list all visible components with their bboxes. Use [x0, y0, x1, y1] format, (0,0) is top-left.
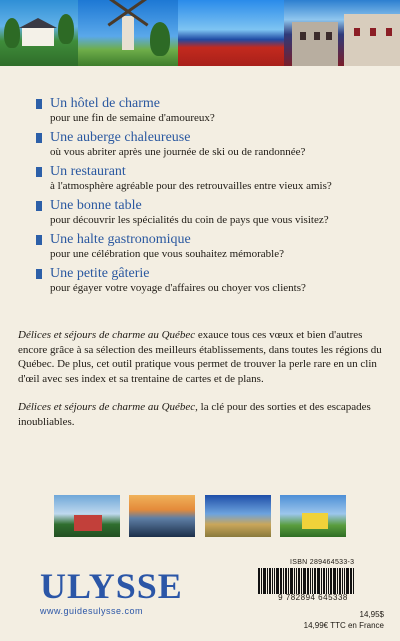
barcode-image: [258, 568, 368, 594]
description-paragraph: [18, 328, 384, 386]
photo-sunset-lake: [129, 495, 195, 537]
photo-windmill: [78, 0, 178, 66]
window: [326, 32, 332, 40]
website-link[interactable]: www.guidesulysse.com: [40, 606, 144, 616]
feature-description: à l'atmosphère agréable pour des retrouvailles entre vieux amis?: [50, 180, 332, 192]
house-image: [22, 28, 54, 46]
tree-image: [4, 18, 20, 48]
top-photo-strip: [0, 0, 400, 66]
feature-item: [36, 266, 386, 295]
window: [314, 32, 320, 40]
price-eur: 14,99€ TTC en France: [303, 621, 384, 630]
feature-title: Une bonne table: [50, 198, 142, 213]
feature-item: [36, 232, 386, 261]
photo-country-house: [0, 0, 78, 66]
bullet-icon: [36, 99, 42, 109]
house-image: [74, 515, 102, 531]
photo-yellow-house: [280, 495, 346, 537]
closing-paragraph: [18, 400, 384, 429]
bullet-icon: [36, 235, 42, 245]
book-title: Délices et séjours de charme au Québec: [18, 401, 196, 413]
photo-farmhouse: [54, 495, 120, 537]
tree-image: [150, 22, 170, 56]
building-image: [292, 22, 338, 66]
feature-description: pour découvrir les spécialités du coin de pays que vous visitez?: [50, 214, 329, 226]
window: [354, 28, 360, 36]
tree-image: [58, 14, 74, 44]
window: [300, 32, 306, 40]
feature-description: où vous abriter après une journée de ski ou de randonnée?: [50, 146, 306, 158]
ulysse-logo: ULYSSE: [40, 566, 183, 606]
photo-quebec-street: [284, 0, 400, 66]
barcode-digits: 9 782894 645338: [278, 593, 348, 602]
feature-description: pour égayer votre voyage d'affaires ou choyer vos clients?: [50, 282, 306, 294]
building-image: [344, 14, 400, 66]
photo-coastline: [178, 0, 284, 66]
windmill-image: [122, 16, 134, 50]
bullet-icon: [36, 201, 42, 211]
paragraph-text: , la clé pour des sorties et des escapades inoubliables.: [18, 401, 371, 428]
feature-item: [36, 130, 386, 159]
bullet-icon: [36, 269, 42, 279]
feature-title: Une halte gastronomique: [50, 232, 191, 247]
feature-description: pour une célébration que vous souhaitez mémorable?: [50, 248, 284, 260]
photo-field: [205, 495, 271, 537]
bottom-photo-row: [54, 495, 346, 537]
feature-title: Un restaurant: [50, 164, 126, 179]
feature-description: pour une fin de semaine d'amoureux?: [50, 112, 215, 124]
bullet-icon: [36, 167, 42, 177]
feature-item: [36, 198, 386, 227]
house-image: [302, 513, 328, 529]
window: [370, 28, 376, 36]
feature-item: [36, 164, 386, 193]
isbn-text: ISBN 289464533-3: [290, 559, 355, 566]
feature-title: Une auberge chaleureuse: [50, 130, 191, 145]
feature-title: Un hôtel de charme: [50, 96, 161, 111]
price-cad: 14,95$: [359, 610, 384, 619]
bullet-icon: [36, 133, 42, 143]
book-title: Délices et séjours de charme au Québec: [18, 329, 196, 341]
paragraph-text: exauce tous ces vœux et bien d'autres encore grâce à sa sélection des meilleurs établissements, dans toutes les régions du Québec. De plus, cet outil pratique vous permet de trouver la perle rare en un clin d'œil avec ses index et sa trentaine de cartes et de plans.: [18, 329, 382, 385]
feature-item: [36, 96, 386, 125]
feature-list: [36, 96, 386, 300]
window: [386, 28, 392, 36]
feature-title: Une petite gâterie: [50, 266, 150, 281]
